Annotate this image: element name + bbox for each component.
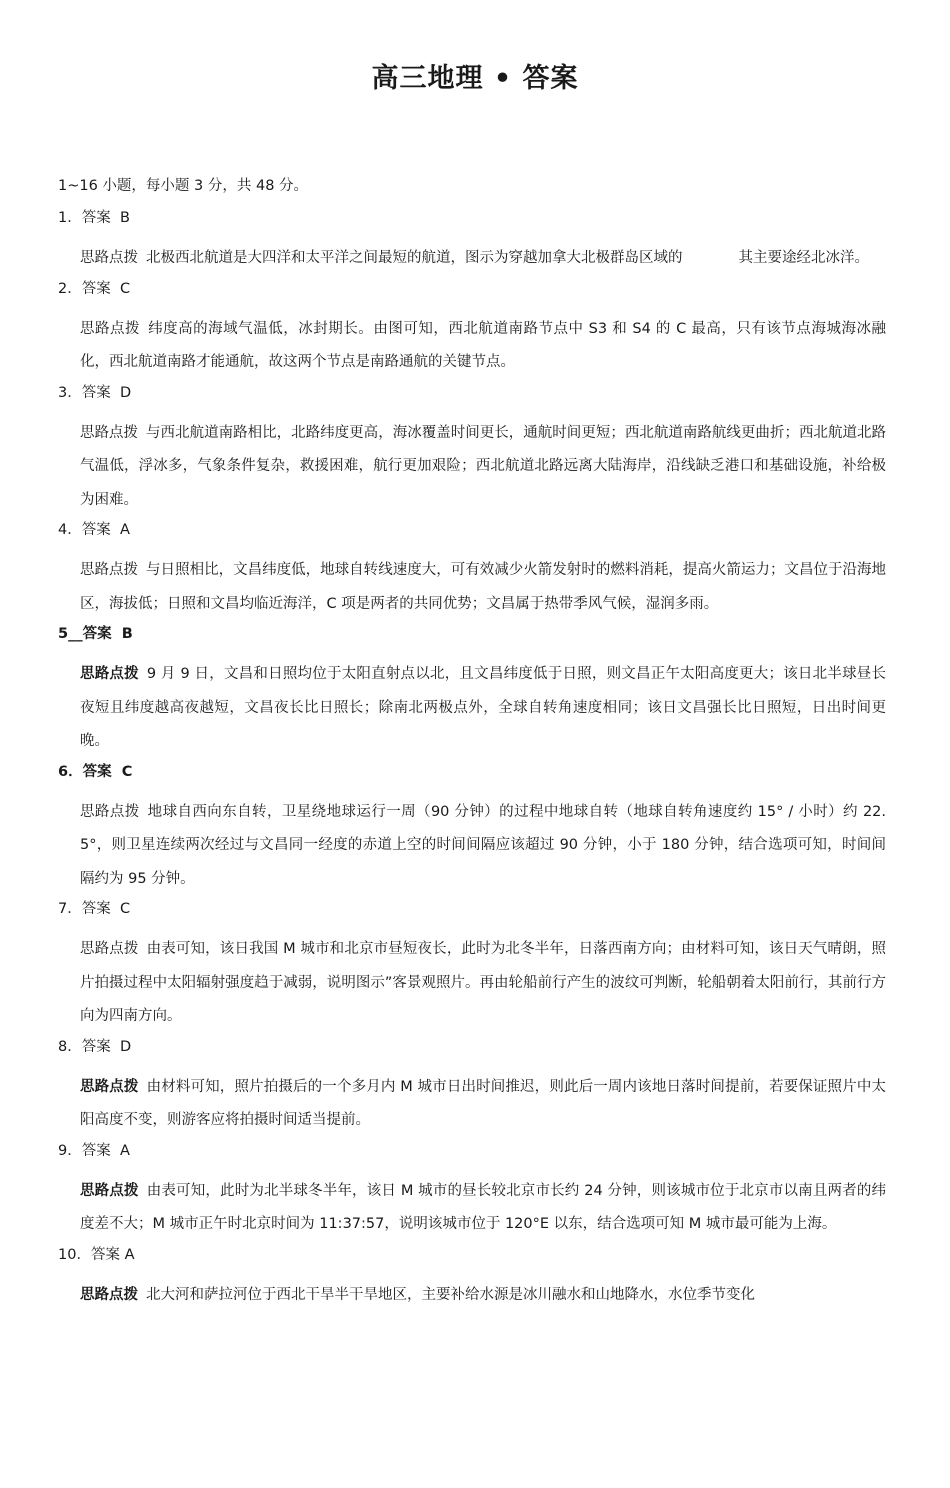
explanation-label: 思路点拨: [80, 320, 141, 337]
answer-letter: A: [124, 1246, 135, 1263]
explanation: [80, 796, 886, 897]
answer-letter: D: [119, 1038, 132, 1055]
answer-number: 7．答案: [58, 901, 111, 917]
answer-heading: [58, 1141, 888, 1175]
answer-heading: [58, 899, 888, 933]
answer-heading: [58, 1037, 888, 1071]
explanation-label: 思路点拨: [80, 424, 139, 441]
explanation-label: 思路点拨: [80, 1078, 139, 1095]
answer-number: 8．答案: [58, 1038, 111, 1055]
explanation-label: 思路点拨: [80, 666, 139, 682]
explanation-text: 地球自西向东自转，卫星绕地球运行一周（90 分钟）的过程中地球自转（地球自转角速度约 15° / 小时）约 22. 5°，则卫星连续两次经过与文昌同一经度的赤道上空的时间间隔应该超过 90 分钟，小于 180 分钟，结合选项可知，时间间隔约为 95 分钟。: [80, 803, 887, 887]
answer-letter: A: [119, 522, 130, 538]
explanation-text: 北极西北航道是大四洋和太平洋之间最短的航道，图示为穿越加拿大北极群岛区域的: [146, 250, 683, 266]
explanation-text: 由表可知，此时为北半球冬半年，该日 M 城市的昼长较北京市长约 24 分钟，则该城市位于北京市以南且两者的纬度差不大；M 城市正午时北京时间为 11:37:57，说明该城市位于 120°E 以东，结合选项可知 M 城市最可能为上海。: [80, 1182, 887, 1232]
answer-item: [58, 1245, 888, 1313]
answer-item: [58, 208, 888, 276]
explanation-text-continued: 其主要途经北冰洋。: [738, 250, 869, 266]
explanation-label: 思路点拨: [80, 250, 138, 266]
answer-number: 3．答案: [58, 384, 111, 401]
explanation-text: 北大河和萨拉河位于西北干旱半干旱地区，主要补给水源是冰川融水和山地降水，水位季节变化: [146, 1286, 755, 1303]
explanation: [80, 933, 886, 1034]
explanation-text: 由表可知，该日我国 M 城市和北京市昼短夜长，此时为北冬半年，日落西南方向；由材料可知，该日天气晴朗，照片拍摄过程中太阳辐射强度趋于减弱，说明图示”客景观照片。再由轮船前行产生的波纹可判断，轮船朝着太阳前行，其前行方向为四南方向。: [80, 941, 886, 1024]
answer-heading: [58, 762, 888, 796]
explanation: [80, 658, 886, 759]
explanation: [80, 417, 886, 518]
answer-letter: A: [119, 1142, 130, 1159]
answer-item: [58, 520, 888, 621]
answer-number: 10．答案: [58, 1246, 120, 1263]
page-title: 高三地理 • 答案: [371, 63, 579, 94]
answer-letter: B: [119, 210, 130, 226]
answer-number: 6．答案: [58, 763, 112, 780]
answer-letter: B: [121, 626, 133, 642]
answer-number: 4．答案: [58, 522, 111, 538]
explanation-text: 与日照相比，文昌纬度低，地球自转线速度大，可有效减少火箭发射时的燃料消耗，提高火箭运力；文昌位于沿海地区，海拔低；日照和文昌均临近海洋，C 项是两者的共同优势；文昌属于热带季风气候，湿润多雨。: [80, 562, 887, 612]
answer-letter: C: [119, 901, 131, 917]
answer-item: [58, 624, 888, 759]
answer-list: [58, 208, 888, 1315]
explanation: [80, 242, 886, 276]
explanation-label: 思路点拨: [80, 562, 139, 578]
explanation-label: 思路点拨: [80, 1286, 138, 1303]
explanation: [80, 1175, 886, 1242]
intro-line: 1~16 小题，每小题 3 分，共 48 分。: [58, 178, 309, 194]
explanation-label: 思路点拨: [80, 803, 140, 820]
answer-heading: [58, 624, 888, 658]
answer-number: 2．答案: [58, 280, 111, 297]
answer-letter: C: [121, 763, 133, 780]
answer-heading: [58, 208, 888, 242]
explanation-text: 由材料可知，照片拍摄后的一个多月内 M 城市日出时间推迟，则此后一周内该地日落时间提前，若要保证照片中太阳高度不变，则游客应将拍摄时间适当提前。: [80, 1078, 886, 1128]
answer-number: 1．答案: [58, 210, 111, 226]
answer-heading: [58, 383, 888, 417]
answer-item: [58, 899, 888, 1034]
answer-heading: [58, 279, 888, 313]
explanation-text: 与西北航道南路相比，北路纬度更高，海冰覆盖时间更长，通航时间更短；西北航道南路航线更曲折；西北航道北路气温低，浮冰多，气象条件复杂，救援困难，航行更加艰险；西北航道北路远离大陆海岸，沿线缺乏港口和基础设施，补给极为困难。: [80, 424, 887, 508]
answer-number: 9．答案: [58, 1142, 111, 1159]
answer-item: [58, 762, 888, 897]
answer-letter: D: [119, 384, 132, 401]
answer-number: 5__答案: [58, 626, 112, 642]
explanation-label: 思路点拨: [80, 1182, 139, 1199]
answer-letter: C: [119, 280, 131, 297]
explanation: [80, 1279, 886, 1313]
explanation-text: 纬度高的海域气温低，冰封期长。由图可知，西北航道南路节点中 S3 和 S4 的 C 最高，只有该节点海城海冰融化，西北航道南路才能通航，故这两个节点是南路通航的关键节点。: [80, 320, 887, 370]
explanation: [80, 1071, 886, 1138]
explanation-label: 思路点拨: [80, 941, 139, 957]
explanation: [80, 554, 886, 621]
answer-item: [58, 1141, 888, 1242]
answer-item: [58, 383, 888, 518]
explanation-text: 9 月 9 日，文昌和日照均位于太阳直射点以北，且文昌纬度低于日照，则文昌正午太阳高度更大；该日北半球昼长夜短且纬度越高夜越短，文昌夜长比日照长；除南北两极点外，全球自转角速度相同；该日文昌强长比日照短，日出时间更晚。: [80, 666, 886, 749]
answer-heading: [58, 520, 888, 554]
answer-item: [58, 279, 888, 380]
answer-heading: [58, 1245, 888, 1279]
explanation: [80, 313, 886, 380]
answer-item: [58, 1037, 888, 1138]
